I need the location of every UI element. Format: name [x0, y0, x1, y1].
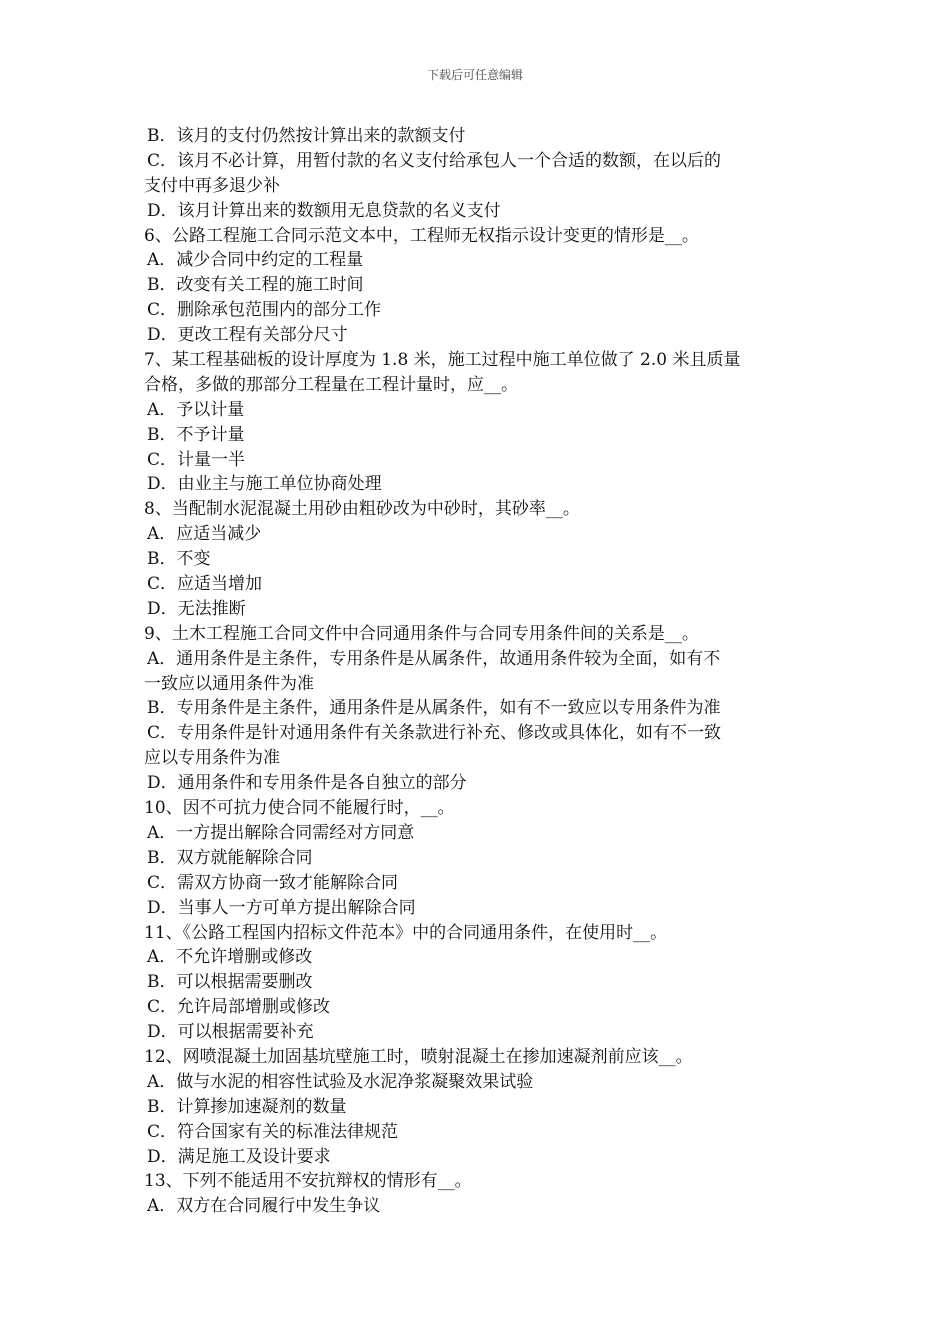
question-line: 9、土木工程施工合同文件中合同通用条件与合同专用条件间的关系是__。: [144, 623, 699, 644]
option-line: C．该月不必计算，用暂付款的名义支付给承包人一个合适的数额，在以后的: [147, 150, 722, 171]
option-line: B．不变: [147, 549, 211, 570]
option-line: C．删除承包范围内的部分工作: [147, 300, 382, 321]
question-line: 12、网喷混凝土加固基坑壁施工时，喷射混凝土在掺加速凝剂前应该__。: [144, 1046, 693, 1067]
option-line: D．该月计算出来的数额用无息贷款的名义支付: [147, 200, 501, 221]
page-header: 下载后可任意编辑: [426, 68, 523, 82]
document-body: [144, 124, 812, 1219]
option-line: D．由业主与施工单位协商处理: [147, 474, 382, 495]
option-line: D．无法推断: [147, 598, 246, 619]
option-line: A．不允许增删或修改: [147, 947, 313, 968]
continuation-line: 一致应以通用条件为准: [144, 673, 314, 694]
option-line: B．该月的支付仍然按计算出来的款额支付: [147, 126, 466, 146]
option-line: A．减少合同中约定的工程量: [147, 250, 364, 271]
option-line: B．不予计量: [147, 424, 245, 445]
continuation-line: 合格，多做的那部分工程量在工程计量时，应__。: [144, 374, 518, 395]
option-line: C．应适当增加: [147, 574, 263, 595]
option-line: C．允许局部增删或修改: [147, 997, 331, 1018]
option-line: D．更改工程有关部分尺寸: [147, 325, 348, 346]
continuation-line: 支付中再多退少补: [144, 175, 280, 196]
option-line: A．双方在合同履行中发生争议: [147, 1196, 381, 1217]
option-line: A．通用条件是主条件，专用条件是从属条件，故通用条件较为全面，如有不: [147, 648, 721, 669]
option-line: D．通用条件和专用条件是各自独立的部分: [147, 773, 467, 794]
option-line: C．符合国家有关的标准法律规范: [147, 1121, 399, 1142]
option-line: B．专用条件是主条件，通用条件是从属条件，如有不一致应以专用条件为准: [147, 698, 721, 719]
option-line: B．双方就能解除合同: [147, 847, 313, 868]
question-line: 13、下列不能适用不安抗辩权的情形有__。: [144, 1171, 472, 1192]
option-line: C．计量一半: [147, 449, 246, 470]
option-line: A．予以计量: [147, 399, 245, 420]
question-line: 11、《公路工程国内招标文件范本》中的合同通用条件，在使用时__。: [144, 922, 668, 943]
question-line: 8、当配制水泥混凝土用砂由粗砂改为中砂时，其砂率__。: [144, 499, 580, 520]
option-line: B．计算掺加速凝剂的数量: [147, 1096, 347, 1117]
option-line: A．做与水泥的相容性试验及水泥净浆凝聚效果试验: [147, 1071, 534, 1092]
option-line: B．可以根据需要删改: [147, 972, 313, 993]
option-line: C．专用条件是针对通用条件有关条款进行补充、修改或具体化，如有不一致: [147, 723, 722, 744]
option-line: A．应适当减少: [147, 524, 262, 545]
option-line: D．当事人一方可单方提出解除合同: [147, 897, 416, 918]
option-line: A．一方提出解除合同需经对方同意: [147, 822, 415, 843]
option-line: B．改变有关工程的施工时间: [147, 275, 364, 296]
question-line: 10、因不可抗力使合同不能履行时，__。: [144, 798, 455, 819]
option-line: C．需双方协商一致才能解除合同: [147, 872, 399, 893]
option-line: D．满足施工及设计要求: [147, 1146, 331, 1167]
option-line: D．可以根据需要补充: [147, 1022, 314, 1043]
question-line: 6、公路工程施工合同示范文本中，工程师无权指示设计变更的情形是__。: [144, 225, 699, 246]
continuation-line: 应以专用条件为准: [144, 748, 280, 769]
question-line: 7、某工程基础板的设计厚度为 1.8 米，施工过程中施工单位做了 2.0 米且质量: [144, 350, 741, 371]
